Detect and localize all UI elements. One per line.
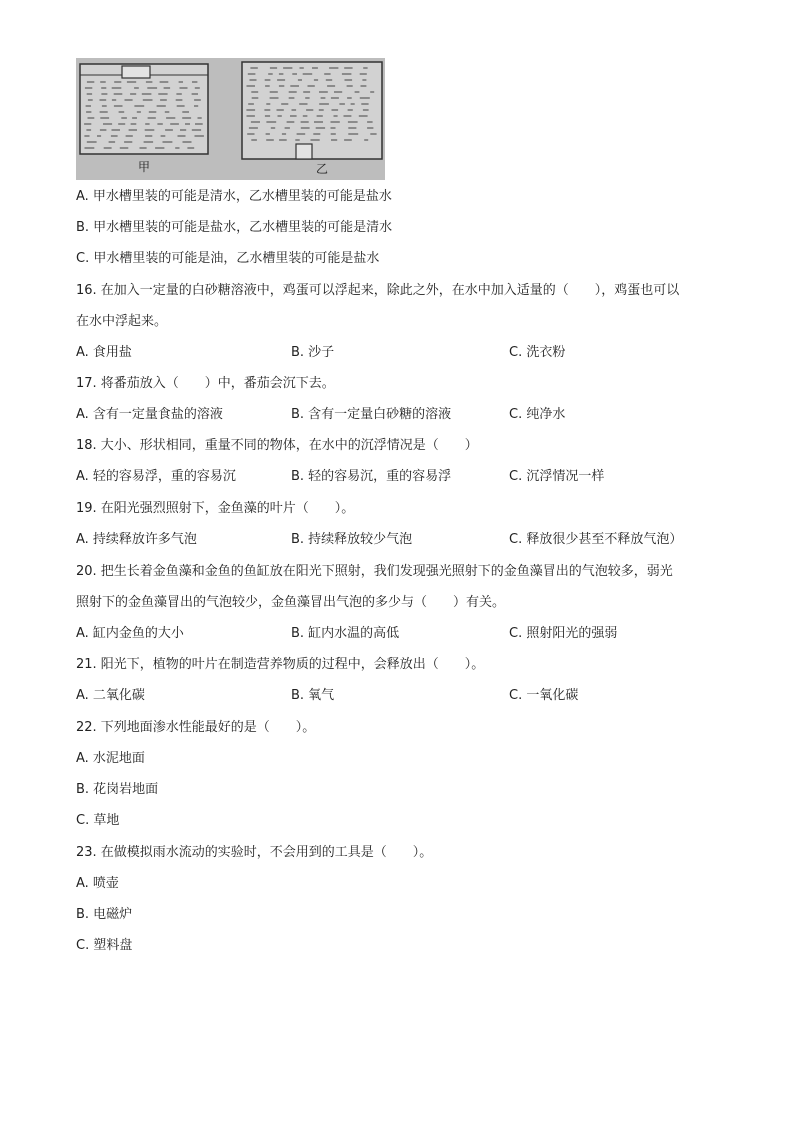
q23-option-b[interactable]: B. 电磁炉 bbox=[76, 907, 133, 922]
q22-option-b[interactable]: B. 花岗岩地面 bbox=[76, 782, 159, 797]
q20-stem-line2: 照射下的金鱼藻冒出的气泡较少，金鱼藻冒出气泡的多少与（ ）有关。 bbox=[76, 595, 506, 610]
q16-option-a[interactable]: A. 食用盐 bbox=[76, 345, 132, 360]
water-tanks-figure bbox=[76, 58, 385, 180]
q21-stem: 21. 阳光下，植物的叶片在制造营养物质的过程中，会释放出（ ）。 bbox=[76, 657, 485, 672]
tank-yi bbox=[242, 62, 382, 176]
q16-options bbox=[76, 344, 726, 362]
tank-jia-label: 甲 bbox=[138, 160, 151, 174]
q23-option-c[interactable]: C. 塑料盘 bbox=[76, 938, 133, 953]
q22-option-a[interactable]: A. 水泥地面 bbox=[76, 751, 145, 766]
q16-option-c[interactable]: C. 洗衣粉 bbox=[509, 345, 566, 360]
sunken-object-yi bbox=[296, 144, 312, 159]
q16-option-b[interactable]: B. 沙子 bbox=[291, 345, 335, 360]
q17-option-a[interactable]: A. 含有一定量食盐的溶液 bbox=[76, 407, 223, 422]
q21-option-c[interactable]: C. 一氧化碳 bbox=[509, 688, 579, 703]
q18-stem: 18. 大小、形状相同，重量不同的物体，在水中的沉浮情况是（ ） bbox=[76, 438, 478, 453]
q17-options bbox=[76, 406, 726, 424]
q19-option-b[interactable]: B. 持续释放较少气泡 bbox=[291, 532, 413, 547]
q17-stem: 17. 将番茄放入（ ）中，番茄会沉下去。 bbox=[76, 376, 335, 391]
floating-object-jia bbox=[122, 66, 150, 78]
q21-options bbox=[76, 687, 726, 705]
q22-stem: 22. 下列地面渗水性能最好的是（ ）。 bbox=[76, 720, 316, 735]
q20-options bbox=[76, 625, 726, 643]
q19-options bbox=[76, 531, 726, 549]
q17-option-b[interactable]: B. 含有一定量白砂糖的溶液 bbox=[291, 407, 452, 422]
q16-stem-line2: 在水中浮起来。 bbox=[76, 314, 168, 329]
q20-option-b[interactable]: B. 缸内水温的高低 bbox=[291, 626, 400, 641]
q21-option-b[interactable]: B. 氧气 bbox=[291, 688, 335, 703]
q15-option-a[interactable]: A. 甲水槽里装的可能是清水，乙水槽里装的可能是盐水 bbox=[76, 189, 392, 204]
q19-option-a[interactable]: A. 持续释放许多气泡 bbox=[76, 532, 197, 547]
q20-option-a[interactable]: A. 缸内金鱼的大小 bbox=[76, 626, 184, 641]
q18-option-b[interactable]: B. 轻的容易沉，重的容易浮 bbox=[291, 469, 452, 484]
q22-option-c[interactable]: C. 草地 bbox=[76, 813, 120, 828]
q19-stem: 19. 在阳光强烈照射下，金鱼藻的叶片（ ）。 bbox=[76, 501, 355, 516]
q18-option-c[interactable]: C. 沉浮情况一样 bbox=[509, 469, 605, 484]
q18-option-a[interactable]: A. 轻的容易浮，重的容易沉 bbox=[76, 469, 236, 484]
q23-stem: 23. 在做模拟雨水流动的实验时，不会用到的工具是（ ）。 bbox=[76, 845, 433, 860]
q21-option-a[interactable]: A. 二氧化碳 bbox=[76, 688, 145, 703]
q15-option-b[interactable]: B. 甲水槽里装的可能是盐水，乙水槽里装的可能是清水 bbox=[76, 220, 393, 235]
q16-stem-line1: 16. 在加入一定量的白砂糖溶液中，鸡蛋可以浮起来，除此之外，在水中加入适量的（ ），鸡蛋也可以 bbox=[76, 283, 680, 298]
q18-options bbox=[76, 468, 726, 486]
tank-yi-label: 乙 bbox=[316, 162, 329, 176]
q20-stem-line1: 20. 把生长着金鱼藻和金鱼的鱼缸放在阳光下照射，我们发现强光照射下的金鱼藻冒出的气泡较多，弱光 bbox=[76, 564, 673, 579]
q20-option-c[interactable]: C. 照射阳光的强弱 bbox=[509, 626, 618, 641]
q23-option-a[interactable]: A. 喷壶 bbox=[76, 876, 119, 891]
q15-option-c[interactable]: C. 甲水槽里装的可能是油，乙水槽里装的可能是盐水 bbox=[76, 251, 380, 266]
q19-option-c[interactable]: C. 释放很少甚至不释放气泡） bbox=[509, 532, 683, 547]
q17-option-c[interactable]: C. 纯净水 bbox=[509, 407, 566, 422]
